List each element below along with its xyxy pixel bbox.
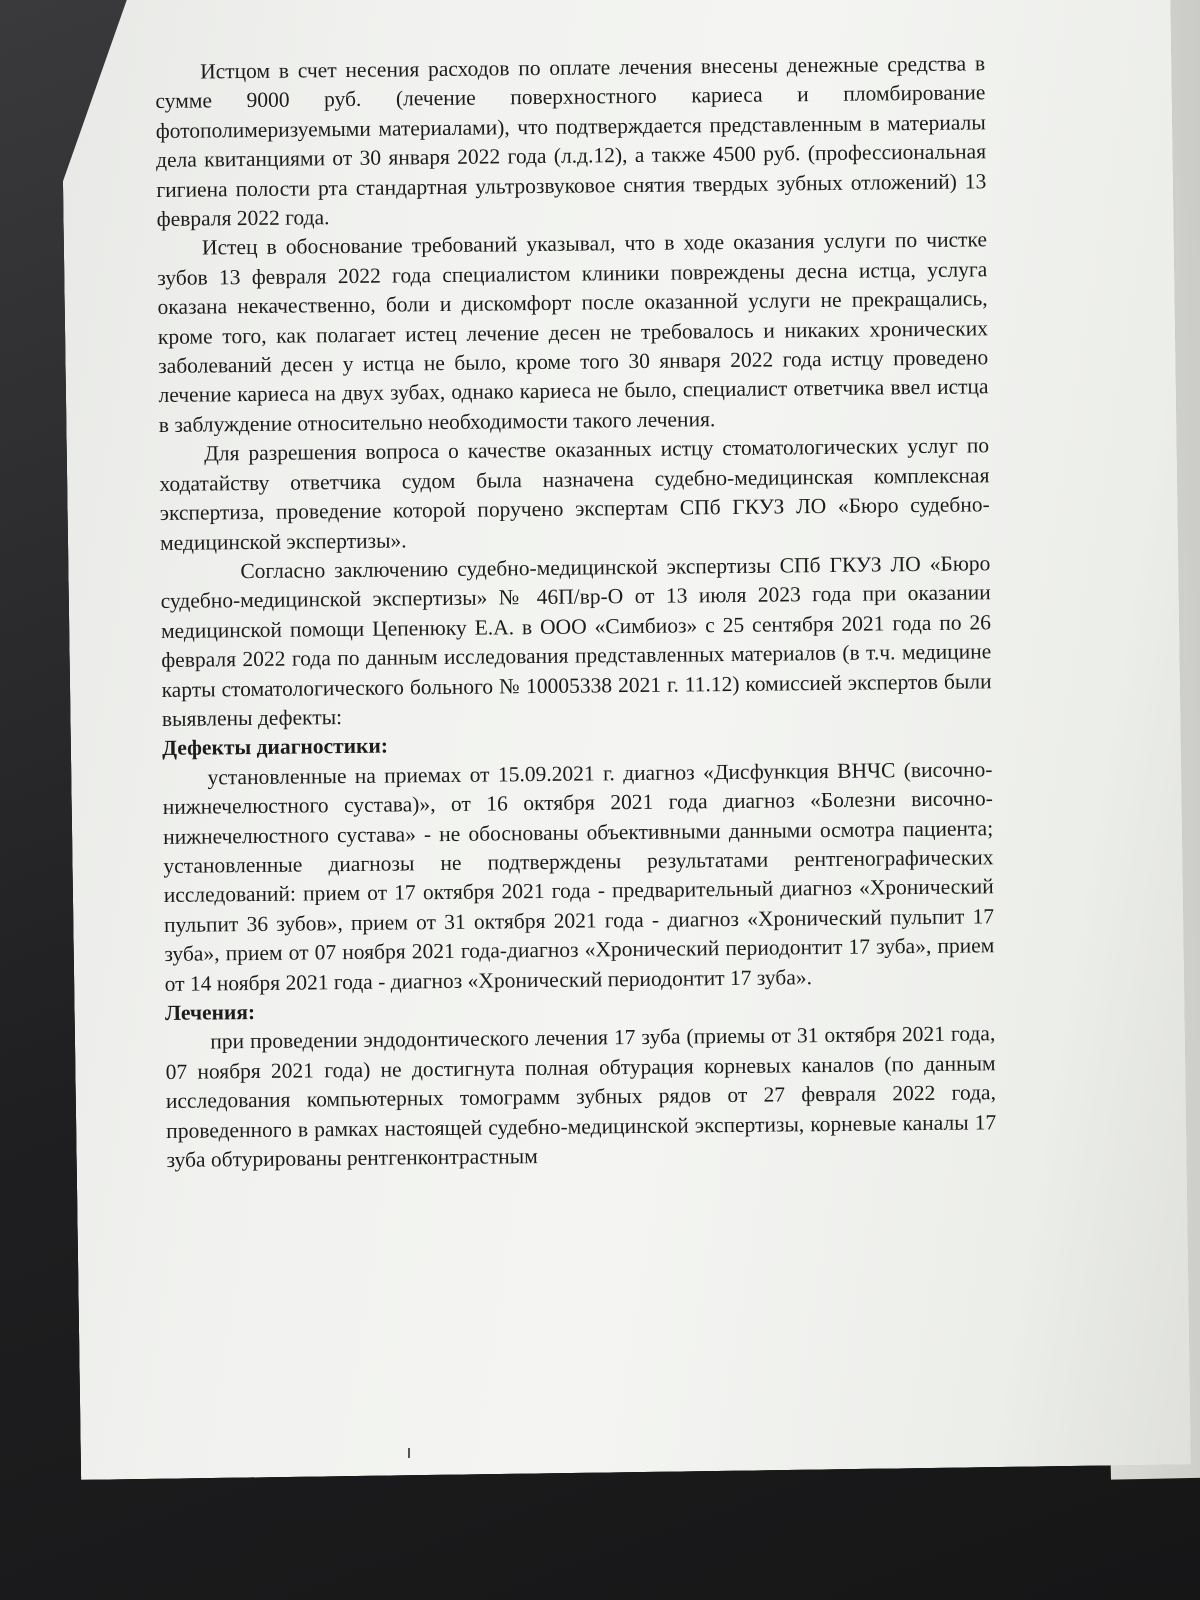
document-text xyxy=(155,49,997,1175)
page-mark xyxy=(408,1448,410,1458)
paragraph-expert-conclusion: Согласно заключению судебно-медицинской экспертизы СПб ГКУЗ ЛО «Бюро судебно-медицинской экспертизы» № 46П/вр-О от 13 июля 2023 года при оказании медицинской помощи Цепенюку Е.А. в ООО «Симбиоз» с 25 сентября 2021 года по 26 февраля 2022 года по данным исследования представленных материалов (в т.ч. медицине карты стоматологического больного № 10005338 2021 г. 11.12) комиссией экспертов были выявлены дефекты: xyxy=(160,551,992,731)
paragraph-treatment-defects: при проведении эндодонтического лечения 17 зуба (приемы от 31 октября 2021 года, 07 ноября 2021 года) не достигнута полная обтурация корневых каналов (по данным исследования компьютерных томограмм зубных рядов от 27 февраля 2022 года, проведенного в рамках настоящей судебно-медицинской экспертизы, корневые каналы 17 зуба обтурированы рентгенконтрастным xyxy=(165,1021,997,1172)
paragraph-diagnostic-defects: установленные на приемах от 15.09.2021 г. диагноз «Дисфункция ВНЧС (височно-нижнечелюстного сустава)», от 16 октября 2021 года диагноз «Болезни височно-нижнечелюстного сустава» - не обоснованы объективными данными осмотра пациента; установленные диагнозы не подтверждены результатами рентгенографических исследований: прием от 17 октября 2021 года - предварительный диагноз «Хронический пульпит 36 зубов», прием от 31 октября 2021 года - диагноз «Хронический пульпит 17 зуба», прием от 07 ноября 2021 года-диагноз «Хронический периодонтит 17 зуба», прием от 14 ноября 2021 года - диагноз «Хронический периодонтит 17 зуба». xyxy=(162,757,995,996)
heading-diagnostic-defects: Дефекты диагностики: xyxy=(162,733,389,761)
heading-treatment: Лечения: xyxy=(164,1000,256,1025)
paragraph-expenses: Истцом в счет несения расходов по оплате лечения внесены денежные средства в сумме 9000 руб. (лечение поверхностного кариеса и пломбирование фотополимеризуемыми материалами), что подтверждается представленным в материалы дела квитанциями от 30 января 2022 года (л.д.12), а также 4500 руб. (профессиональная гигиена полости рта стандартная ультрозвуковое снятия твердых зубных отложений) 13 февраля 2022 года. xyxy=(155,51,987,232)
paragraph-claims: Истец в обоснование требований указывал, что в ходе оказания услуги по чистке зубов 13 февраля 2022 года специалистом клиники повреждены десна истца, услуга оказана некачественно, боли и дискомфорт после оказанной услуги не прекращались, кроме того, как полагает истец лечение десен не требовалось и никаких хронических заболеваний десен у истца не было, кроме того 30 января 2022 года истцу проведено лечение кариеса на двух зубах, однако кариеса не было, специалист ответчика ввел истца в заблуждение относительно необходимости такого лечения. xyxy=(157,227,989,437)
paragraph-expertise-appointed: Для разрешения вопроса о качестве оказанных истцу стоматологических услуг по ходатайству ответчика судом была назначена судебно-медицинская комплексная экспертиза, проведение которой поручено экспертам СПб ГКУЗ ЛО «Бюро судебно-медицинской экспертизы». xyxy=(159,433,990,555)
